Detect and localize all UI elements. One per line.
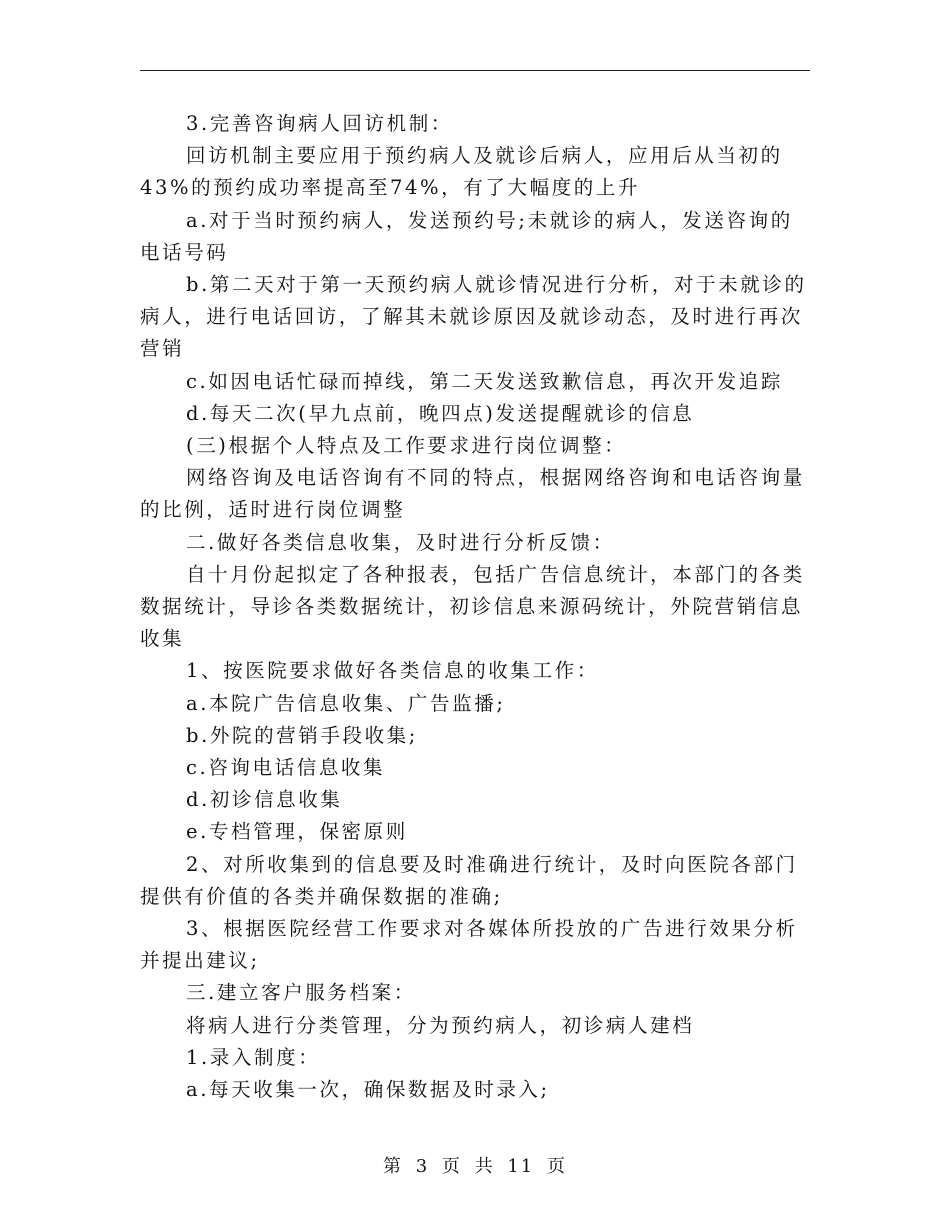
paragraph: a.本院广告信息收集、广告监播; — [186, 691, 506, 715]
paragraph: a.每天收集一次，确保数据及时录入; — [186, 1078, 550, 1102]
paragraph: b.第二天对于第一天预约病人就诊情况进行分析，对于未就诊的病人，进行电话回访，了解其未就诊原因及就诊动态，及时进行再次营销 — [140, 273, 807, 361]
paragraph: 2、对所收集到的信息要及时准确进行统计，及时向医院各部门提供有价值的各类并确保数据的准确; — [140, 852, 798, 908]
paragraph: 1.录入制度： — [186, 1045, 321, 1069]
paragraph: 3、根据医院经营工作要求对各媒体所投放的广告进行效果分析并提出建议; — [140, 917, 798, 973]
paragraph: 将病人进行分类管理，分为预约病人，初诊病人建档 — [186, 1013, 695, 1037]
paragraph: 二.做好各类信息收集，及时进行分析反馈： — [186, 530, 615, 554]
header-rule — [140, 70, 810, 71]
paragraph: (三)根据个人特点及工作要求进行岗位调整： — [186, 434, 627, 458]
paragraph: c.如因电话忙碌而掉线，第二天发送致歉信息，再次开发追踪 — [186, 369, 783, 393]
paragraph: 3.完善咨询病人回访机制： — [186, 112, 453, 135]
paragraph: d.初诊信息收集 — [186, 788, 343, 812]
paragraph: b.外院的营销手段收集; — [186, 723, 418, 747]
paragraph: 自十月份起拟定了各种报表，包括广告信息统计，本部门的各类数据统计，导诊各类数据统计，初诊信息来源码统计，外院营销信息收集 — [140, 562, 805, 651]
paragraph: e.专档管理，保密原则 — [186, 820, 408, 844]
paragraph: 三.建立客户服务档案： — [186, 981, 416, 1005]
document-body — [140, 108, 810, 1106]
paragraph: c.咨询电话信息收集 — [186, 756, 386, 780]
paragraph: d.每天二次(早九点前，晚四点)发送提醒就诊的信息 — [186, 401, 695, 425]
paragraph: 1、按医院要求做好各类信息的收集工作： — [186, 659, 599, 683]
paragraph: 回访机制主要应用于预约病人及就诊后病人，应用后从当初的43%的预约成功率提高至74%，有了大幅度的上升 — [140, 144, 783, 200]
paragraph: 网络咨询及电话咨询有不同的特点，根据网络咨询和电话咨询量的比例，适时进行岗位调整 — [140, 466, 805, 522]
page-number-footer: 第 3 页 共 11 页 — [383, 1156, 567, 1177]
paragraph: a.对于当时预约病人，发送预约号;未就诊的病人，发送咨询的电话号码 — [140, 208, 793, 264]
